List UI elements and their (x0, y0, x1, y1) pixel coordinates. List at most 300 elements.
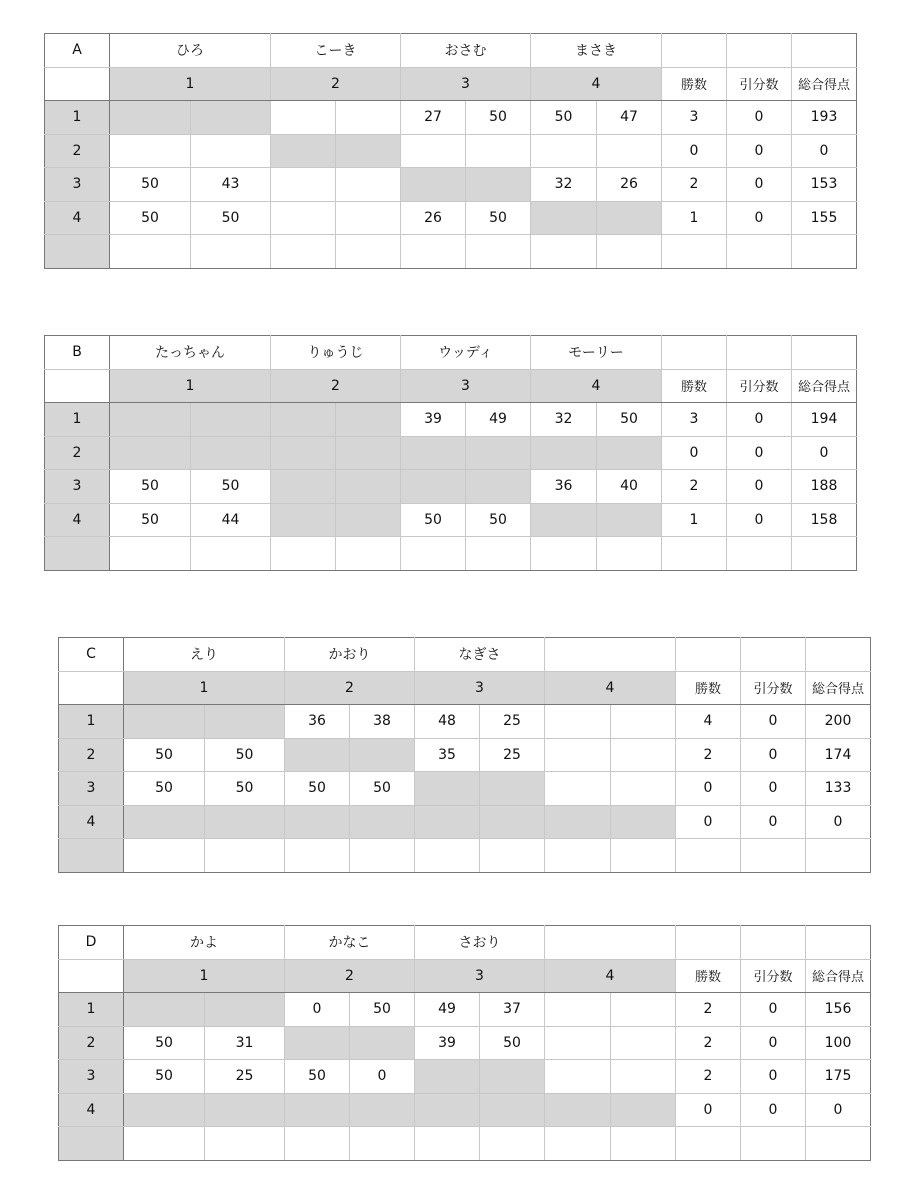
score-cell (110, 403, 191, 437)
score-cell (611, 993, 676, 1027)
player-number-header: 2 (285, 959, 415, 993)
empty-cell (285, 839, 350, 873)
draws-header: 引分数 (741, 959, 806, 993)
empty-cell (336, 537, 401, 571)
score-cell (611, 1060, 676, 1094)
score-cell (191, 436, 271, 470)
empty-cell (727, 34, 792, 68)
score-cell (401, 436, 466, 470)
empty-cell (191, 235, 271, 269)
player-name-row (59, 926, 871, 960)
score-cell (336, 503, 401, 537)
player-name-row (45, 336, 857, 370)
score-cell (611, 705, 676, 739)
column-header-row (45, 369, 857, 403)
score-cell: 35 (415, 738, 480, 772)
result-row (45, 168, 857, 202)
player-number-header: 1 (110, 369, 271, 403)
score-cell (597, 436, 662, 470)
score-cell (545, 738, 611, 772)
score-cell (271, 470, 336, 504)
score-cell (350, 1026, 415, 1060)
player-name (545, 638, 676, 672)
score-cell (611, 805, 676, 839)
score-cell: 50 (285, 1060, 350, 1094)
blank-row-label (59, 839, 124, 873)
empty-cell (727, 537, 792, 571)
score-cell: 50 (205, 772, 285, 806)
draws-cell: 0 (741, 1060, 806, 1094)
score-cell (124, 1093, 205, 1127)
row-label: 2 (45, 436, 110, 470)
wins-header: 勝数 (676, 959, 741, 993)
blank-row (59, 1127, 871, 1161)
score-cell (271, 403, 336, 437)
result-row (59, 805, 871, 839)
empty-cell (205, 1127, 285, 1161)
wins-header: 勝数 (662, 67, 727, 101)
score-cell (466, 168, 531, 202)
empty-cell (597, 235, 662, 269)
group-label: B (45, 336, 110, 370)
empty-cell (124, 839, 205, 873)
corner-cell (45, 369, 110, 403)
result-row (45, 101, 857, 135)
score-cell: 26 (597, 168, 662, 202)
score-cell (531, 201, 597, 235)
empty-cell (676, 926, 741, 960)
score-cell (285, 1093, 350, 1127)
score-cell: 50 (466, 503, 531, 537)
player-name: かおり (285, 638, 415, 672)
total-score-cell: 0 (806, 805, 871, 839)
score-cell: 40 (597, 470, 662, 504)
score-cell (271, 436, 336, 470)
score-cell (611, 1093, 676, 1127)
wins-cell: 3 (662, 101, 727, 135)
result-row (59, 738, 871, 772)
score-cell: 50 (285, 772, 350, 806)
score-cell (531, 134, 597, 168)
score-cell (336, 134, 401, 168)
score-cell (531, 436, 597, 470)
score-cell: 48 (415, 705, 480, 739)
empty-cell (611, 839, 676, 873)
row-label: 2 (59, 738, 124, 772)
player-name: たっちゃん (110, 336, 271, 370)
result-row (59, 1026, 871, 1060)
player-number-header: 1 (124, 959, 285, 993)
draws-cell: 0 (741, 993, 806, 1027)
score-cell: 50 (191, 201, 271, 235)
result-row (59, 705, 871, 739)
group-d-table (58, 925, 871, 1161)
score-cell: 50 (401, 503, 466, 537)
wins-cell: 0 (676, 772, 741, 806)
player-number-header: 2 (271, 369, 401, 403)
empty-cell (806, 926, 871, 960)
score-cell: 50 (480, 1026, 545, 1060)
score-cell: 25 (480, 738, 545, 772)
score-cell (480, 772, 545, 806)
row-label: 3 (59, 1060, 124, 1094)
score-cell: 32 (531, 168, 597, 202)
player-name: おさむ (401, 34, 531, 68)
total-score-cell: 153 (792, 168, 857, 202)
result-row (45, 403, 857, 437)
score-cell (336, 201, 401, 235)
draws-cell: 0 (727, 101, 792, 135)
empty-cell (336, 235, 401, 269)
empty-cell (350, 839, 415, 873)
score-cell (611, 772, 676, 806)
draws-cell: 0 (741, 1093, 806, 1127)
score-cell (205, 993, 285, 1027)
corner-cell (59, 671, 124, 705)
empty-cell (545, 839, 611, 873)
total-score-cell: 200 (806, 705, 871, 739)
group-label: A (45, 34, 110, 68)
total-score-cell: 194 (792, 403, 857, 437)
total-score-cell: 188 (792, 470, 857, 504)
score-cell: 50 (466, 101, 531, 135)
total-header: 総合得点 (792, 369, 857, 403)
score-cell (205, 1093, 285, 1127)
empty-cell (792, 336, 857, 370)
score-cell (531, 503, 597, 537)
score-cell (285, 805, 350, 839)
draws-cell: 0 (727, 403, 792, 437)
score-cell: 50 (124, 772, 205, 806)
score-cell (545, 1060, 611, 1094)
wins-cell: 2 (662, 470, 727, 504)
player-name: モーリー (531, 336, 662, 370)
score-cell: 50 (124, 1060, 205, 1094)
score-cell: 47 (597, 101, 662, 135)
empty-cell (350, 1127, 415, 1161)
row-label: 1 (45, 403, 110, 437)
player-number-header: 2 (285, 671, 415, 705)
total-header: 総合得点 (806, 959, 871, 993)
blank-row-label (45, 235, 110, 269)
score-cell (401, 168, 466, 202)
empty-cell (676, 1127, 741, 1161)
score-cell: 36 (531, 470, 597, 504)
blank-row-label (59, 1127, 124, 1161)
score-cell (466, 134, 531, 168)
wins-cell: 2 (676, 738, 741, 772)
score-cell (124, 993, 205, 1027)
result-row (45, 201, 857, 235)
score-cell (350, 738, 415, 772)
player-number-header: 3 (415, 959, 545, 993)
player-number-header: 4 (531, 369, 662, 403)
row-label: 1 (45, 101, 110, 135)
row-label: 1 (59, 705, 124, 739)
empty-cell (466, 235, 531, 269)
score-cell: 36 (285, 705, 350, 739)
score-cell: 50 (531, 101, 597, 135)
empty-cell (191, 537, 271, 571)
column-header-row (59, 671, 871, 705)
blank-row (45, 537, 857, 571)
row-label: 4 (45, 503, 110, 537)
wins-header: 勝数 (676, 671, 741, 705)
score-cell (110, 134, 191, 168)
score-cell: 50 (350, 993, 415, 1027)
score-cell (271, 168, 336, 202)
player-name: ウッディ (401, 336, 531, 370)
empty-cell (727, 336, 792, 370)
score-cell (124, 805, 205, 839)
score-cell: 39 (415, 1026, 480, 1060)
draws-cell: 0 (741, 705, 806, 739)
empty-cell (676, 638, 741, 672)
empty-cell (662, 235, 727, 269)
wins-header: 勝数 (662, 369, 727, 403)
row-label: 4 (45, 201, 110, 235)
score-cell (271, 201, 336, 235)
player-number-header: 1 (124, 671, 285, 705)
score-cell: 26 (401, 201, 466, 235)
score-cell: 43 (191, 168, 271, 202)
score-cell (191, 101, 271, 135)
empty-cell (110, 235, 191, 269)
total-score-cell: 0 (806, 1093, 871, 1127)
player-name: かなこ (285, 926, 415, 960)
score-cell: 50 (191, 470, 271, 504)
total-score-cell: 174 (806, 738, 871, 772)
result-row (59, 1060, 871, 1094)
score-cell (336, 470, 401, 504)
score-cell (350, 1093, 415, 1127)
row-label: 1 (59, 993, 124, 1027)
draws-cell: 0 (741, 738, 806, 772)
empty-cell (124, 1127, 205, 1161)
score-cell: 50 (110, 168, 191, 202)
score-cell (545, 805, 611, 839)
score-cell: 50 (124, 738, 205, 772)
wins-cell: 0 (676, 1093, 741, 1127)
empty-cell (662, 34, 727, 68)
empty-cell (480, 839, 545, 873)
empty-cell (466, 537, 531, 571)
score-cell (110, 101, 191, 135)
row-label: 2 (45, 134, 110, 168)
empty-cell (531, 537, 597, 571)
empty-cell (792, 34, 857, 68)
group-a-table (44, 33, 857, 269)
draws-cell: 0 (741, 772, 806, 806)
score-cell (336, 101, 401, 135)
wins-cell: 3 (662, 403, 727, 437)
wins-cell: 2 (676, 1026, 741, 1060)
empty-cell (792, 537, 857, 571)
score-cell (415, 1093, 480, 1127)
total-header: 総合得点 (806, 671, 871, 705)
row-label: 2 (59, 1026, 124, 1060)
wins-cell: 0 (676, 805, 741, 839)
column-header-row (59, 959, 871, 993)
total-score-cell: 158 (792, 503, 857, 537)
empty-cell (611, 1127, 676, 1161)
score-cell (110, 436, 191, 470)
score-cell (480, 1060, 545, 1094)
score-cell (545, 1093, 611, 1127)
score-cell (597, 134, 662, 168)
player-name-row (59, 638, 871, 672)
score-cell: 25 (480, 705, 545, 739)
score-cell: 50 (110, 503, 191, 537)
empty-cell (480, 1127, 545, 1161)
empty-cell (806, 839, 871, 873)
group-label: D (59, 926, 124, 960)
score-cell (350, 805, 415, 839)
empty-cell (676, 839, 741, 873)
score-cell (415, 805, 480, 839)
result-row (59, 772, 871, 806)
wins-cell: 2 (676, 993, 741, 1027)
draws-cell: 0 (727, 201, 792, 235)
score-cell (480, 1093, 545, 1127)
score-cell: 38 (350, 705, 415, 739)
score-cell (336, 436, 401, 470)
draws-cell: 0 (741, 1026, 806, 1060)
empty-cell (415, 839, 480, 873)
score-cell (336, 168, 401, 202)
player-name: こーき (271, 34, 401, 68)
row-label: 4 (59, 1093, 124, 1127)
player-name: りゅうじ (271, 336, 401, 370)
score-cell: 50 (124, 1026, 205, 1060)
wins-cell: 0 (662, 436, 727, 470)
score-cell: 50 (466, 201, 531, 235)
corner-cell (45, 67, 110, 101)
blank-row (59, 839, 871, 873)
player-number-header: 3 (415, 671, 545, 705)
score-cell: 49 (415, 993, 480, 1027)
wins-cell: 0 (662, 134, 727, 168)
player-name: ひろ (110, 34, 271, 68)
player-number-header: 2 (271, 67, 401, 101)
player-number-header: 4 (531, 67, 662, 101)
empty-cell (205, 839, 285, 873)
score-cell (466, 436, 531, 470)
score-cell (415, 772, 480, 806)
draws-cell: 0 (727, 503, 792, 537)
draws-cell: 0 (727, 134, 792, 168)
group-c-table (58, 637, 871, 873)
result-row (45, 436, 857, 470)
empty-cell (806, 1127, 871, 1161)
empty-cell (415, 1127, 480, 1161)
score-cell (285, 1026, 350, 1060)
score-cell (124, 705, 205, 739)
player-number-header: 4 (545, 959, 676, 993)
wins-cell: 2 (662, 168, 727, 202)
score-cell (336, 403, 401, 437)
wins-cell: 1 (662, 503, 727, 537)
row-label: 3 (45, 168, 110, 202)
score-cell: 0 (350, 1060, 415, 1094)
player-name: かよ (124, 926, 285, 960)
group-label: C (59, 638, 124, 672)
wins-cell: 1 (662, 201, 727, 235)
score-cell (611, 738, 676, 772)
column-header-row (45, 67, 857, 101)
score-cell: 25 (205, 1060, 285, 1094)
score-cell: 39 (401, 403, 466, 437)
score-cell (191, 403, 271, 437)
draws-header: 引分数 (741, 671, 806, 705)
total-header: 総合得点 (792, 67, 857, 101)
score-cell (401, 134, 466, 168)
score-cell: 50 (205, 738, 285, 772)
score-cell: 50 (350, 772, 415, 806)
empty-cell (545, 1127, 611, 1161)
empty-cell (792, 235, 857, 269)
player-number-header: 1 (110, 67, 271, 101)
draws-cell: 0 (741, 805, 806, 839)
draws-header: 引分数 (727, 369, 792, 403)
row-label: 3 (59, 772, 124, 806)
score-cell (480, 805, 545, 839)
total-score-cell: 175 (806, 1060, 871, 1094)
empty-cell (662, 537, 727, 571)
result-row (45, 134, 857, 168)
score-cell: 50 (110, 470, 191, 504)
player-name-row (45, 34, 857, 68)
draws-cell: 0 (727, 168, 792, 202)
player-name (545, 926, 676, 960)
score-cell (597, 201, 662, 235)
score-cell (285, 738, 350, 772)
total-score-cell: 193 (792, 101, 857, 135)
score-cell (271, 503, 336, 537)
score-cell: 31 (205, 1026, 285, 1060)
score-cell: 0 (285, 993, 350, 1027)
total-score-cell: 100 (806, 1026, 871, 1060)
empty-cell (401, 235, 466, 269)
player-name: まさき (531, 34, 662, 68)
draws-header: 引分数 (727, 67, 792, 101)
empty-cell (271, 537, 336, 571)
group-b-table (44, 335, 857, 571)
blank-row-label (45, 537, 110, 571)
result-row (59, 993, 871, 1027)
score-cell (205, 705, 285, 739)
draws-cell: 0 (727, 436, 792, 470)
empty-cell (401, 537, 466, 571)
empty-cell (806, 638, 871, 672)
empty-cell (597, 537, 662, 571)
empty-cell (110, 537, 191, 571)
empty-cell (285, 1127, 350, 1161)
score-cell: 37 (480, 993, 545, 1027)
empty-cell (741, 1127, 806, 1161)
player-number-header: 4 (545, 671, 676, 705)
empty-cell (741, 839, 806, 873)
result-row (45, 470, 857, 504)
score-cell (466, 470, 531, 504)
score-cell (545, 705, 611, 739)
score-cell (545, 993, 611, 1027)
total-score-cell: 0 (792, 134, 857, 168)
empty-cell (727, 235, 792, 269)
score-cell (545, 772, 611, 806)
score-cell (597, 503, 662, 537)
player-name: えり (124, 638, 285, 672)
